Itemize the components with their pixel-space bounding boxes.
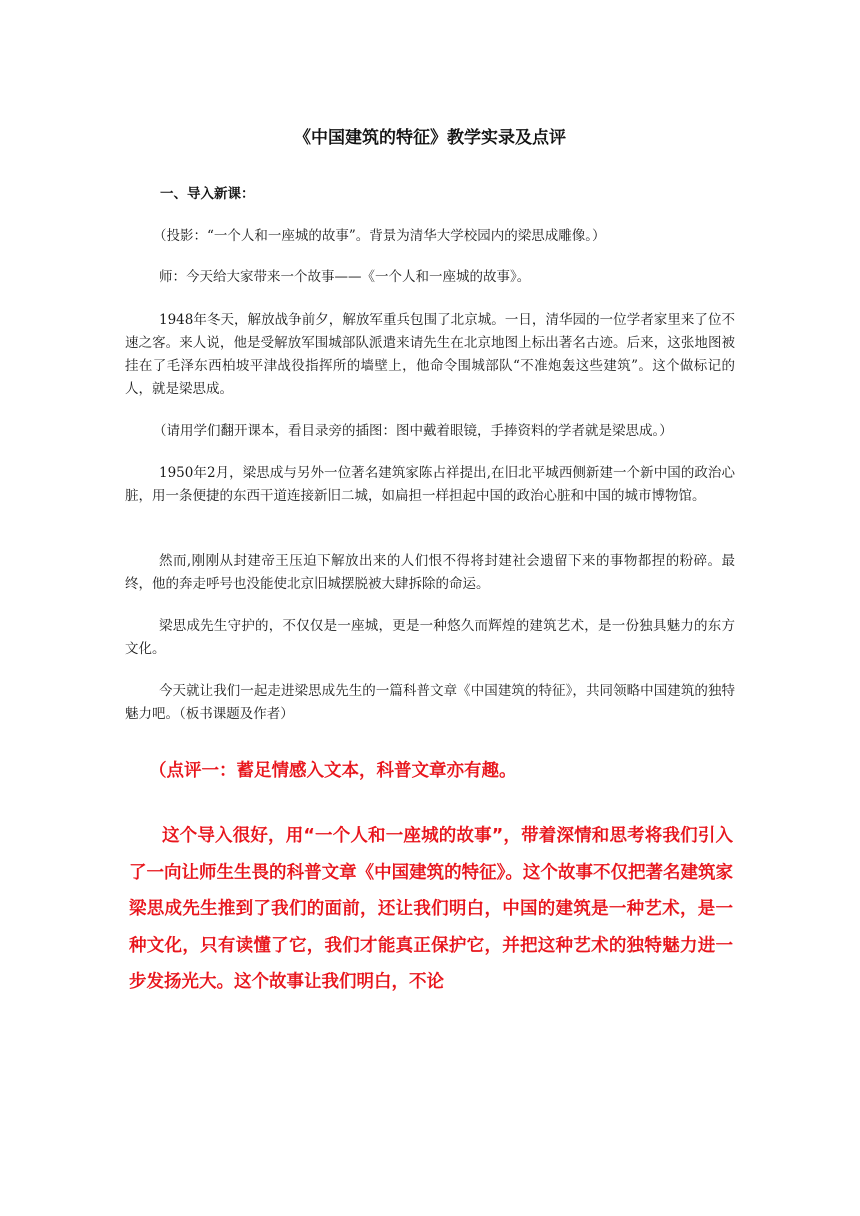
comment-title: （点评一：蓄足情感入文本，科普文章亦有趣。: [149, 761, 517, 781]
paragraph-lesson-topic: 今天就让我们一起走进梁思成先生的一篇科普文章《中国建筑的特征》，共同领略中国建筑的独特魅力吧。（板书课题及作者）: [125, 683, 735, 722]
document-title: 《中国建筑的特征》教学实录及点评: [294, 128, 566, 148]
paragraph-demolition: 然而,刚刚从封建帝王压迫下解放出来的人们恨不得将封建社会遗留下来的事物都捏的粉碎。最终，他的奔走呼号也没能使北京旧城摆脱被大肆拆除的命运。: [125, 553, 735, 592]
paragraph-teacher-intro: 师：今天给大家带来一个故事——《一个人和一座城的故事》。: [159, 269, 531, 285]
paragraph-textbook-illustration: （请用学们翻开课本，看目录旁的插图：图中戴着眼镜，手捧资料的学者就是梁思成。）: [153, 423, 673, 439]
comment-body: 这个导入很好，用“一个人和一座城的故事”，带着深情和思考将我们引入了一向让师生生畏的科普文章《中国建筑的特征》。这个故事不仅把著名建筑家梁思成先生推到了我们的面前，还让我们明白，中国的建筑是一种艺术，是一种文化，只有读懂了它，我们才能真正保护它，并把这种艺术的独特魅力进一步发扬光大。这个故事让我们明白，不论: [129, 826, 733, 992]
paragraph-projection: （投影：“一个人和一座城的故事”。背景为清华大学校园内的梁思成雕像。）: [153, 228, 606, 244]
paragraph-1950-proposal: 1950年2月，梁思成与另外一位著名建筑家陈占祥提出,在旧北平城西侧新建一个新中国的政治心脏，用一条便捷的东西干道连接新旧二城，如扁担一样担起中国的政治心脏和中国的城市博物馆。: [125, 465, 735, 504]
paragraph-1948-story: 1948年冬天，解放战争前夕，解放军重兵包围了北京城。一日，清华园的一位学者家里来了位不速之客。来人说，他是受解放军围城部队派遣来请先生在北京地图上标出著名古迹。后来，这张地图被挂在了毛泽东西柏坡平津战役指挥所的墙壁上，他命令围城部队“不准炮轰这些建筑”。这个做标记的人，就是梁思成。: [125, 312, 735, 397]
section-heading: 一、导入新课：: [160, 186, 255, 202]
paragraph-eastern-culture: 梁思成先生守护的，不仅仅是一座城，更是一种悠久而辉煌的建筑艺术，是一份独具魅力的东方文化。: [125, 618, 735, 657]
